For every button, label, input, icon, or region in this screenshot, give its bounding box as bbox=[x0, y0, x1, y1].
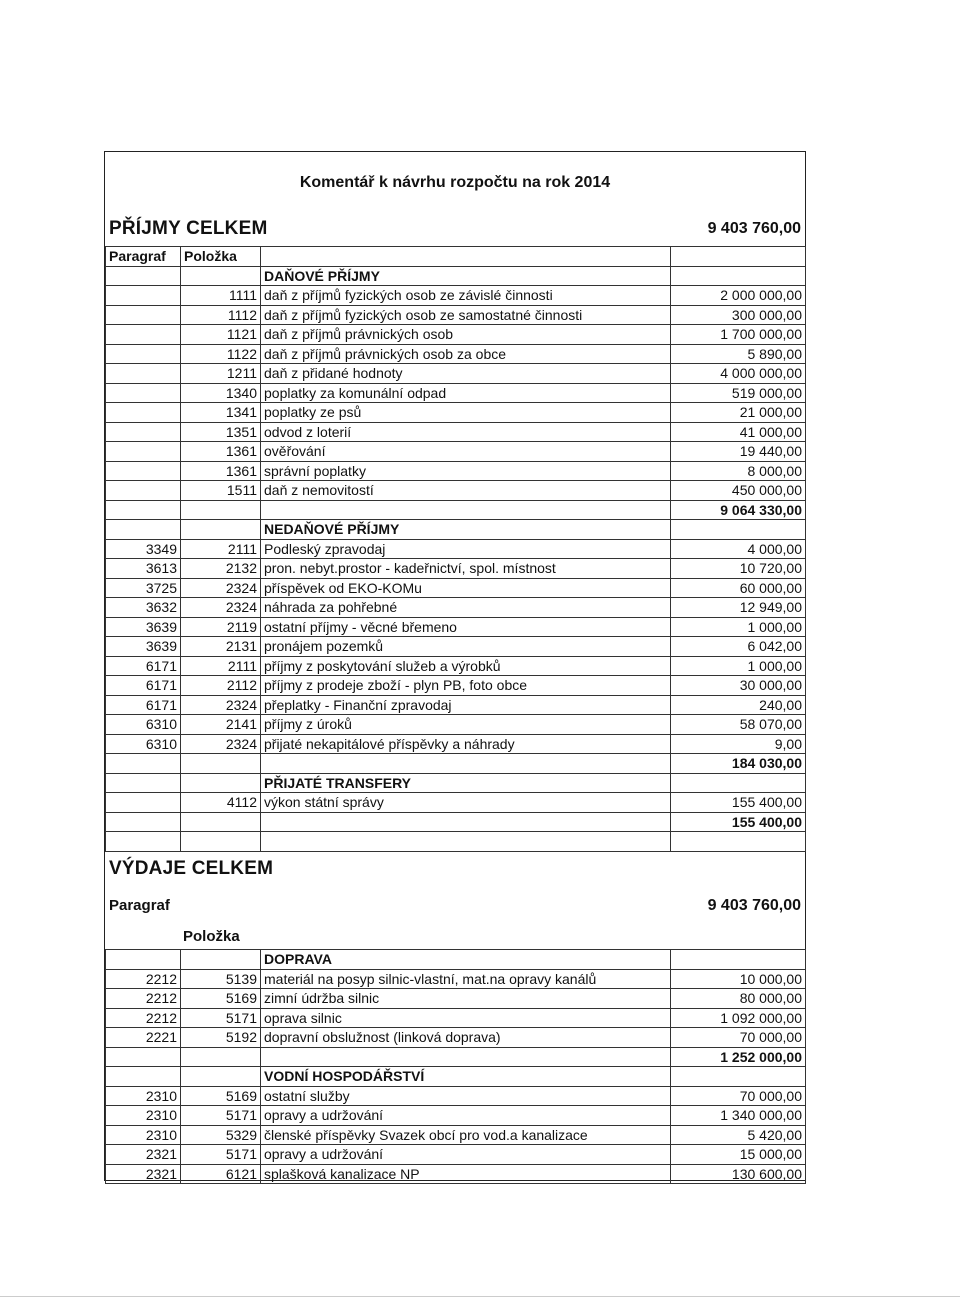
amount-cell: 184 030,00 bbox=[671, 754, 806, 774]
amount-cell bbox=[671, 773, 806, 793]
description-cell: opravy a udržování bbox=[261, 1106, 671, 1126]
amount-cell: 21 000,00 bbox=[671, 403, 806, 423]
polozka-cell: 1211 bbox=[181, 364, 261, 384]
table-row bbox=[106, 754, 806, 774]
polozka-cell bbox=[181, 812, 261, 832]
table-row bbox=[106, 442, 806, 462]
description-cell: příjmy z úroků bbox=[261, 715, 671, 735]
amount-cell: 10 720,00 bbox=[671, 559, 806, 579]
polozka-cell: 6121 bbox=[181, 1164, 261, 1184]
amount-cell: 2 000 000,00 bbox=[671, 286, 806, 306]
description-cell: ostatní služby bbox=[261, 1086, 671, 1106]
polozka-cell: 1341 bbox=[181, 403, 261, 423]
prijmy-heading: PŘÍJMY CELKEM bbox=[109, 218, 268, 239]
paragraf-cell bbox=[106, 442, 181, 462]
table-row bbox=[106, 286, 806, 306]
paragraf-cell: 2310 bbox=[106, 1106, 181, 1126]
polozka-cell bbox=[181, 266, 261, 286]
paragraf-cell bbox=[106, 364, 181, 384]
table-row bbox=[106, 520, 806, 540]
amount-cell: 130 600,00 bbox=[671, 1164, 806, 1184]
amount-cell: 19 440,00 bbox=[671, 442, 806, 462]
description-cell: pronájem pozemků bbox=[261, 637, 671, 657]
table-row bbox=[106, 1125, 806, 1145]
vydaje-table bbox=[105, 949, 806, 1184]
amount-cell: 9,00 bbox=[671, 734, 806, 754]
polozka-cell: 2141 bbox=[181, 715, 261, 735]
amount-cell: 1 340 000,00 bbox=[671, 1106, 806, 1126]
table-row bbox=[106, 539, 806, 559]
amount-cell bbox=[671, 832, 806, 852]
description-cell: poplatky za komunální odpad bbox=[261, 383, 671, 403]
paragraf-cell bbox=[106, 481, 181, 501]
polozka-cell: 1121 bbox=[181, 325, 261, 345]
table-row bbox=[106, 1086, 806, 1106]
table-row bbox=[106, 734, 806, 754]
table-row bbox=[106, 559, 806, 579]
paragraf-cell bbox=[106, 1067, 181, 1087]
paragraf-cell: 6171 bbox=[106, 676, 181, 696]
paragraf-cell bbox=[106, 403, 181, 423]
description-cell: členské příspěvky Svazek obcí pro vod.a kanalizace bbox=[261, 1125, 671, 1145]
polozka-cell: 1112 bbox=[181, 305, 261, 325]
polozka-cell: 2132 bbox=[181, 559, 261, 579]
description-cell: daň z přidané hodnoty bbox=[261, 364, 671, 384]
table-row bbox=[106, 403, 806, 423]
paragraf-cell bbox=[106, 266, 181, 286]
paragraf-cell bbox=[106, 1047, 181, 1067]
polozka-cell: 5169 bbox=[181, 989, 261, 1009]
table-row bbox=[106, 461, 806, 481]
table-row bbox=[106, 832, 806, 852]
paragraf-cell bbox=[106, 344, 181, 364]
polozka-cell: 2112 bbox=[181, 676, 261, 696]
table-row bbox=[106, 383, 806, 403]
table-row bbox=[106, 989, 806, 1009]
description-cell bbox=[261, 754, 671, 774]
scan-edge bbox=[0, 1296, 960, 1297]
polozka-cell bbox=[181, 500, 261, 520]
description-cell bbox=[261, 1047, 671, 1067]
table-row bbox=[106, 715, 806, 735]
polozka-cell bbox=[181, 520, 261, 540]
vydaje-col-paragraf: Paragraf bbox=[109, 897, 170, 914]
description-cell: poplatky ze psů bbox=[261, 403, 671, 423]
description-cell: daň z příjmů fyzických osob ze samostatné činnosti bbox=[261, 305, 671, 325]
amount-cell: 450 000,00 bbox=[671, 481, 806, 501]
description-cell: daň z nemovitostí bbox=[261, 481, 671, 501]
description-cell: daň z příjmů právnických osob bbox=[261, 325, 671, 345]
amount-cell: 5 420,00 bbox=[671, 1125, 806, 1145]
amount-cell: 300 000,00 bbox=[671, 305, 806, 325]
vydaje-total: 9 403 760,00 bbox=[707, 897, 801, 914]
empty-cell bbox=[261, 247, 671, 267]
polozka-cell: 2131 bbox=[181, 637, 261, 657]
table-row bbox=[106, 481, 806, 501]
amount-cell: 9 064 330,00 bbox=[671, 500, 806, 520]
description-cell: pron. nebyt.prostor - kadeřnictví, spol. místnost bbox=[261, 559, 671, 579]
prijmy-header-row bbox=[106, 247, 806, 267]
description-cell: odvod z loterií bbox=[261, 422, 671, 442]
amount-cell: 1 700 000,00 bbox=[671, 325, 806, 345]
table-row bbox=[106, 1164, 806, 1184]
description-cell: Podleský zpravodaj bbox=[261, 539, 671, 559]
table-row bbox=[106, 500, 806, 520]
description-cell bbox=[261, 832, 671, 852]
vydaje-heading: VÝDAJE CELKEM bbox=[109, 858, 274, 879]
paragraf-cell: 2321 bbox=[106, 1145, 181, 1165]
amount-cell: 41 000,00 bbox=[671, 422, 806, 442]
amount-cell: 519 000,00 bbox=[671, 383, 806, 403]
paragraf-cell bbox=[106, 325, 181, 345]
description-cell: materiál na posyp silnic-vlastní, mat.na opravy kanálů bbox=[261, 969, 671, 989]
description-cell bbox=[261, 500, 671, 520]
description-cell: zimní údržba silnic bbox=[261, 989, 671, 1009]
polozka-cell: 1511 bbox=[181, 481, 261, 501]
paragraf-cell bbox=[106, 461, 181, 481]
prijmy-table bbox=[105, 246, 806, 852]
paragraf-cell bbox=[106, 773, 181, 793]
polozka-cell: 2324 bbox=[181, 734, 261, 754]
description-cell: správní poplatky bbox=[261, 461, 671, 481]
polozka-cell: 1122 bbox=[181, 344, 261, 364]
amount-cell: 8 000,00 bbox=[671, 461, 806, 481]
polozka-cell bbox=[181, 832, 261, 852]
table-row bbox=[106, 266, 806, 286]
polozka-cell: 5171 bbox=[181, 1145, 261, 1165]
paragraf-cell: 3613 bbox=[106, 559, 181, 579]
polozka-cell: 5171 bbox=[181, 1008, 261, 1028]
amount-cell: 1 000,00 bbox=[671, 656, 806, 676]
polozka-cell: 2111 bbox=[181, 656, 261, 676]
paragraf-cell bbox=[106, 950, 181, 970]
table-row bbox=[106, 969, 806, 989]
polozka-cell: 2111 bbox=[181, 539, 261, 559]
paragraf-cell: 2221 bbox=[106, 1028, 181, 1048]
amount-cell: 1 252 000,00 bbox=[671, 1047, 806, 1067]
table-row bbox=[106, 656, 806, 676]
paragraf-cell: 2212 bbox=[106, 989, 181, 1009]
polozka-cell: 4112 bbox=[181, 793, 261, 813]
polozka-cell bbox=[181, 950, 261, 970]
paragraf-cell: 6310 bbox=[106, 734, 181, 754]
description-cell: PŘIJATÉ TRANSFERY bbox=[261, 773, 671, 793]
amount-cell bbox=[671, 1067, 806, 1087]
description-cell: splašková kanalizace NP bbox=[261, 1164, 671, 1184]
paragraf-cell: 2310 bbox=[106, 1086, 181, 1106]
paragraf-cell bbox=[106, 812, 181, 832]
amount-cell: 155 400,00 bbox=[671, 793, 806, 813]
polozka-cell bbox=[181, 1067, 261, 1087]
amount-cell: 30 000,00 bbox=[671, 676, 806, 696]
amount-cell: 15 000,00 bbox=[671, 1145, 806, 1165]
amount-cell: 12 949,00 bbox=[671, 598, 806, 618]
paragraf-cell bbox=[106, 422, 181, 442]
paragraf-cell: 3639 bbox=[106, 637, 181, 657]
description-cell: náhrada za pohřebné bbox=[261, 598, 671, 618]
description-cell: opravy a udržování bbox=[261, 1145, 671, 1165]
polozka-cell: 2324 bbox=[181, 578, 261, 598]
amount-cell: 4 000 000,00 bbox=[671, 364, 806, 384]
paragraf-cell bbox=[106, 500, 181, 520]
amount-cell: 60 000,00 bbox=[671, 578, 806, 598]
table-row bbox=[106, 1008, 806, 1028]
description-cell: DOPRAVA bbox=[261, 950, 671, 970]
amount-cell bbox=[671, 520, 806, 540]
description-cell: příjmy z prodeje zboží - plyn PB, foto obce bbox=[261, 676, 671, 696]
amount-cell bbox=[671, 266, 806, 286]
paragraf-cell: 3632 bbox=[106, 598, 181, 618]
amount-cell: 70 000,00 bbox=[671, 1086, 806, 1106]
amount-cell bbox=[671, 950, 806, 970]
table-row bbox=[106, 950, 806, 970]
table-row bbox=[106, 793, 806, 813]
polozka-cell: 2324 bbox=[181, 695, 261, 715]
amount-cell: 80 000,00 bbox=[671, 989, 806, 1009]
polozka-cell: 1111 bbox=[181, 286, 261, 306]
table-row bbox=[106, 1145, 806, 1165]
budget-sheet bbox=[104, 151, 806, 1181]
paragraf-cell: 3725 bbox=[106, 578, 181, 598]
table-row bbox=[106, 578, 806, 598]
table-row bbox=[106, 637, 806, 657]
paragraf-cell bbox=[106, 286, 181, 306]
description-cell: příspěvek od EKO-KOMu bbox=[261, 578, 671, 598]
amount-cell: 1 092 000,00 bbox=[671, 1008, 806, 1028]
table-row bbox=[106, 1067, 806, 1087]
polozka-cell bbox=[181, 773, 261, 793]
polozka-cell: 5171 bbox=[181, 1106, 261, 1126]
table-row bbox=[106, 305, 806, 325]
description-cell: dopravní obslužnost (linková doprava) bbox=[261, 1028, 671, 1048]
table-row bbox=[106, 422, 806, 442]
polozka-cell: 5139 bbox=[181, 969, 261, 989]
table-row bbox=[106, 364, 806, 384]
polozka-cell: 5329 bbox=[181, 1125, 261, 1145]
amount-cell: 58 070,00 bbox=[671, 715, 806, 735]
table-row bbox=[106, 617, 806, 637]
polozka-cell bbox=[181, 754, 261, 774]
table-row bbox=[106, 1028, 806, 1048]
polozka-cell: 1351 bbox=[181, 422, 261, 442]
description-cell: daň z příjmů fyzických osob ze závislé činnosti bbox=[261, 286, 671, 306]
paragraf-cell: 2321 bbox=[106, 1164, 181, 1184]
amount-cell: 4 000,00 bbox=[671, 539, 806, 559]
amount-cell: 155 400,00 bbox=[671, 812, 806, 832]
paragraf-cell: 2310 bbox=[106, 1125, 181, 1145]
amount-cell: 6 042,00 bbox=[671, 637, 806, 657]
table-row bbox=[106, 1047, 806, 1067]
paragraf-cell: 2212 bbox=[106, 1008, 181, 1028]
table-row bbox=[106, 676, 806, 696]
paragraf-cell bbox=[106, 793, 181, 813]
polozka-cell: 5169 bbox=[181, 1086, 261, 1106]
polozka-cell bbox=[181, 1047, 261, 1067]
description-cell: přeplatky - Finanční zpravodaj bbox=[261, 695, 671, 715]
table-row bbox=[106, 812, 806, 832]
paragraf-cell bbox=[106, 305, 181, 325]
polozka-cell: 1361 bbox=[181, 461, 261, 481]
paragraf-cell bbox=[106, 754, 181, 774]
paragraf-cell bbox=[106, 383, 181, 403]
amount-cell: 5 890,00 bbox=[671, 344, 806, 364]
paragraf-cell: 3639 bbox=[106, 617, 181, 637]
paragraf-cell: 2212 bbox=[106, 969, 181, 989]
polozka-cell: 1361 bbox=[181, 442, 261, 462]
description-cell: příjmy z poskytování služeb a výrobků bbox=[261, 656, 671, 676]
vydaje-col-polozka: Položka bbox=[183, 928, 240, 945]
table-row bbox=[106, 695, 806, 715]
polozka-cell: 2324 bbox=[181, 598, 261, 618]
col-polozka: Položka bbox=[181, 247, 261, 267]
polozka-cell: 2119 bbox=[181, 617, 261, 637]
description-cell: oprava silnic bbox=[261, 1008, 671, 1028]
description-cell: ověřování bbox=[261, 442, 671, 462]
description-cell: ostatní příjmy - věcné břemeno bbox=[261, 617, 671, 637]
description-cell: daň z příjmů právnických osob za obce bbox=[261, 344, 671, 364]
paragraf-cell: 6171 bbox=[106, 695, 181, 715]
amount-cell: 10 000,00 bbox=[671, 969, 806, 989]
paragraf-cell bbox=[106, 520, 181, 540]
polozka-cell: 5192 bbox=[181, 1028, 261, 1048]
col-paragraf: Paragraf bbox=[106, 247, 181, 267]
table-row bbox=[106, 773, 806, 793]
table-row bbox=[106, 1106, 806, 1126]
paragraf-cell: 3349 bbox=[106, 539, 181, 559]
empty-cell bbox=[671, 247, 806, 267]
description-cell: VODNÍ HOSPODÁŘSTVÍ bbox=[261, 1067, 671, 1087]
description-cell: výkon státní správy bbox=[261, 793, 671, 813]
paragraf-cell bbox=[106, 832, 181, 852]
page-title: Komentář k návrhu rozpočtu na rok 2014 bbox=[299, 174, 611, 191]
prijmy-total: 9 403 760,00 bbox=[707, 220, 801, 237]
amount-cell: 1 000,00 bbox=[671, 617, 806, 637]
description-cell bbox=[261, 812, 671, 832]
table-row bbox=[106, 325, 806, 345]
description-cell: NEDAŇOVÉ PŘÍJMY bbox=[261, 520, 671, 540]
amount-cell: 70 000,00 bbox=[671, 1028, 806, 1048]
description-cell: DAŇOVÉ PŘÍJMY bbox=[261, 266, 671, 286]
polozka-cell: 1340 bbox=[181, 383, 261, 403]
description-cell: přijaté nekapitálové příspěvky a náhrady bbox=[261, 734, 671, 754]
paragraf-cell: 6171 bbox=[106, 656, 181, 676]
table-row bbox=[106, 598, 806, 618]
table-row bbox=[106, 344, 806, 364]
paragraf-cell: 6310 bbox=[106, 715, 181, 735]
amount-cell: 240,00 bbox=[671, 695, 806, 715]
